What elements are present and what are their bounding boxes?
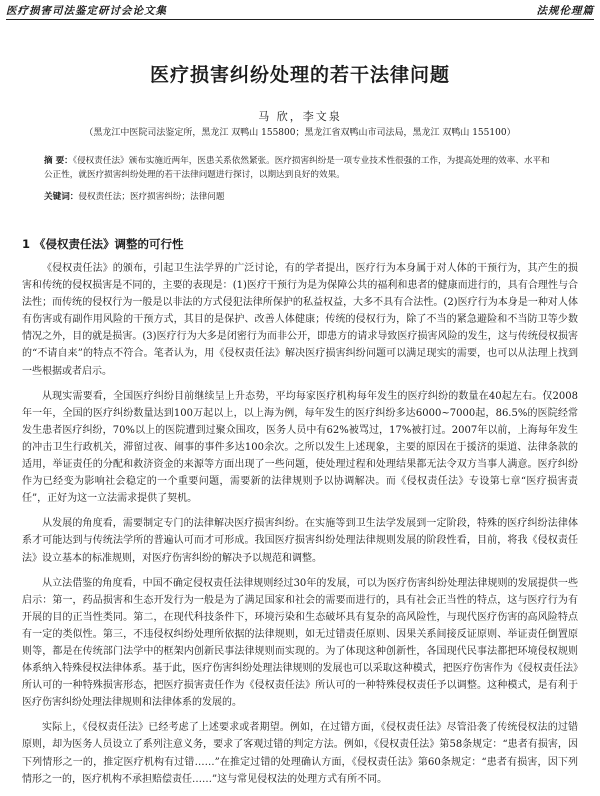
- keywords: [44, 190, 556, 204]
- paragraph: 实际上，《侵权责任法》已经考虑了上述要求或者期望。例如，在过错方面，《侵权责任法》尽管沿袭了传统侵权法的过错原则，却为医务人员设立了系列注意义务，要求了客观过错的判定方法。例如，《侵权责任法》第58条规定：“患者有损害，因下列情形之一的，推定医疗机构有过错……”在推定过错的处理确认方面，《侵权责任法》第60条规定：“患者有损害，因下列情形之一的，医疗机构不承担赔偿责任……”这与常见侵权法的处理方式有所不同。: [22, 722, 578, 785]
- paragraph: 从现实需要看，全国医疗纠纷目前继续呈上升态势，平均每家医疗机构每年发生的医疗纠纷的数量在40起左右。仅2008年一年，全国的医疗纠纷数量达到100万起以上，以上海为例，每年发生的医疗纠纷多达6000~7000起，86.5%的医院经常发生患者医疗纠纷，70%以上的医院遭到过聚众围攻，医务人员中有62%被骂过，17%被打过。2007年以前，上海每年发生的冲击卫生行政机关，滞留过夜、闹事的事件多达100余次。之所以发生上述现象，主要的原因在于援济的渠道、法律条款的适用，举证责任的分配和救济资金的来源等方面出现了一些问题，使处理过程和处理结果都无法令双方当事人满意。医疗纠纷作为已经变为影响社会稳定的一个重要问题，需要新的法律规则予以协调解决。而《侵权责任法》专设第七章“医疗损害责任”，正好为这一立法需求提供了契机。: [22, 390, 578, 505]
- authors: 马 欣，李文泉: [258, 110, 342, 123]
- running-header-right: 法规伦理篇: [536, 5, 594, 17]
- abstract: [44, 154, 556, 182]
- paper-title: 医疗损害纠纷处理的若干法律问题: [149, 64, 450, 86]
- paragraph: 从立法借鉴的角度看，中国不确定侵权责任法律规则经过30年的发展，可以为医疗伤害纠纷处理法律规则的发展提供一些启示：第一，药品损害和生态开发行为一般是为了满足国家和社会的需要而进行的，具有社会正当性的特点，这与医疗行为有开展的目的正当性类同。第二，在现代科技条件下，环境污染和生态破坏具有复杂的高风险性，与现代医疗伤害的高风险特点有一定的类似性。第三，不违侵权纠纷处理所依据的法律规则，如无过错责任原则、因果关系间接反证原则、举证责任倒置原则等，都是在传统部门法学中的框架内创新民事法律规则而实现的。为了体现这种创新性，各国现代民事法都把环境侵权规则体系纳入特殊侵权法律体系。基于此，医疗伤害纠纷处理法律规则的发展也可以采取这种模式，把医疗伤害作为《侵权责任法》所认可的一种特殊损害形态，把医疗损害责任作为《侵权责任法》所认可的一种特殊侵权责任予以调整。这种模式，是有利于医疗伤害纠纷处理法律规则和法律体系的发展的。: [22, 577, 578, 709]
- paragraph: 从发展的角度看，需要制定专门的法律解决医疗损害纠纷。在实施等到卫生法学发展到一定阶段，特殊的医疗纠纷法律体系才可能达到与传统法学所的普遍认可而才可形成。我国医疗损害纠纷处理法律规则发展的阶段性看，目前，将我《侵权责任法》设立基本的标准规则，对医疗伤害纠纷的解决予以规范和调整。: [22, 518, 578, 564]
- abstract-label: 摘 要：: [44, 156, 73, 166]
- section-heading: 1 《侵权责任法》调整的可行性: [22, 237, 184, 251]
- paragraph: 《侵权责任法》的颁布，引起卫生法学界的广泛讨论，有的学者提出，医疗行为本身属于对人体的干预行为，其产生的损害和传统的侵权损害是不同的，主要的表现是：(1)医疗干预行为是为保障公共的福利和患者的健康而进行的，具有合理性与合法性；而传统的侵权行为一般是以非法的方式侵犯法律所保护的私益权益，大多不具有合法性。(2)医疗行为本身是一种对人体有伤害或有副作用风险的干预方式，其目的是保护、改善人体健康；传统的侵权行为，除了不当的紧急避险和不当防卫等少数情况之外，目的就是损害。(3)医疗行为大多是闭密行为而非公开，即患方的请求导致医疗损害风险的发生，这与传统侵权损害的“不请自来”的特点不符合。笔者认为，用《侵权责任法》解决医疗损害纠纷问题可以满足现实的需要，也可以从法理上找到一些根据或者启示。: [22, 263, 578, 377]
- running-header: [6, 2, 594, 18]
- running-header-left: 医疗损害司法鉴定研讨会论文集: [6, 5, 167, 17]
- keywords-label: 关键词：: [44, 192, 79, 202]
- abstract-text: 《侵权责任法》颁布实施近两年，医患关系依然紧张。医疗损害纠纷是一项专业技术性很强的工作，为提高处理的效率、水平和公正性，就医疗损害纠纷处理的若干法律问题进行探讨，以期达到良好的效果。: [44, 156, 550, 180]
- affiliation: （黑龙江中医院司法鉴定所，黑龙江 双鸭山 155800；黑龙江省双鸭山市司法局，黑龙江 双鸭山 155100）: [84, 128, 516, 138]
- body-text: [22, 260, 578, 796]
- header-rule: [6, 19, 594, 20]
- keywords-text: 侵权责任法；医疗损害纠纷；法律问题: [78, 192, 225, 202]
